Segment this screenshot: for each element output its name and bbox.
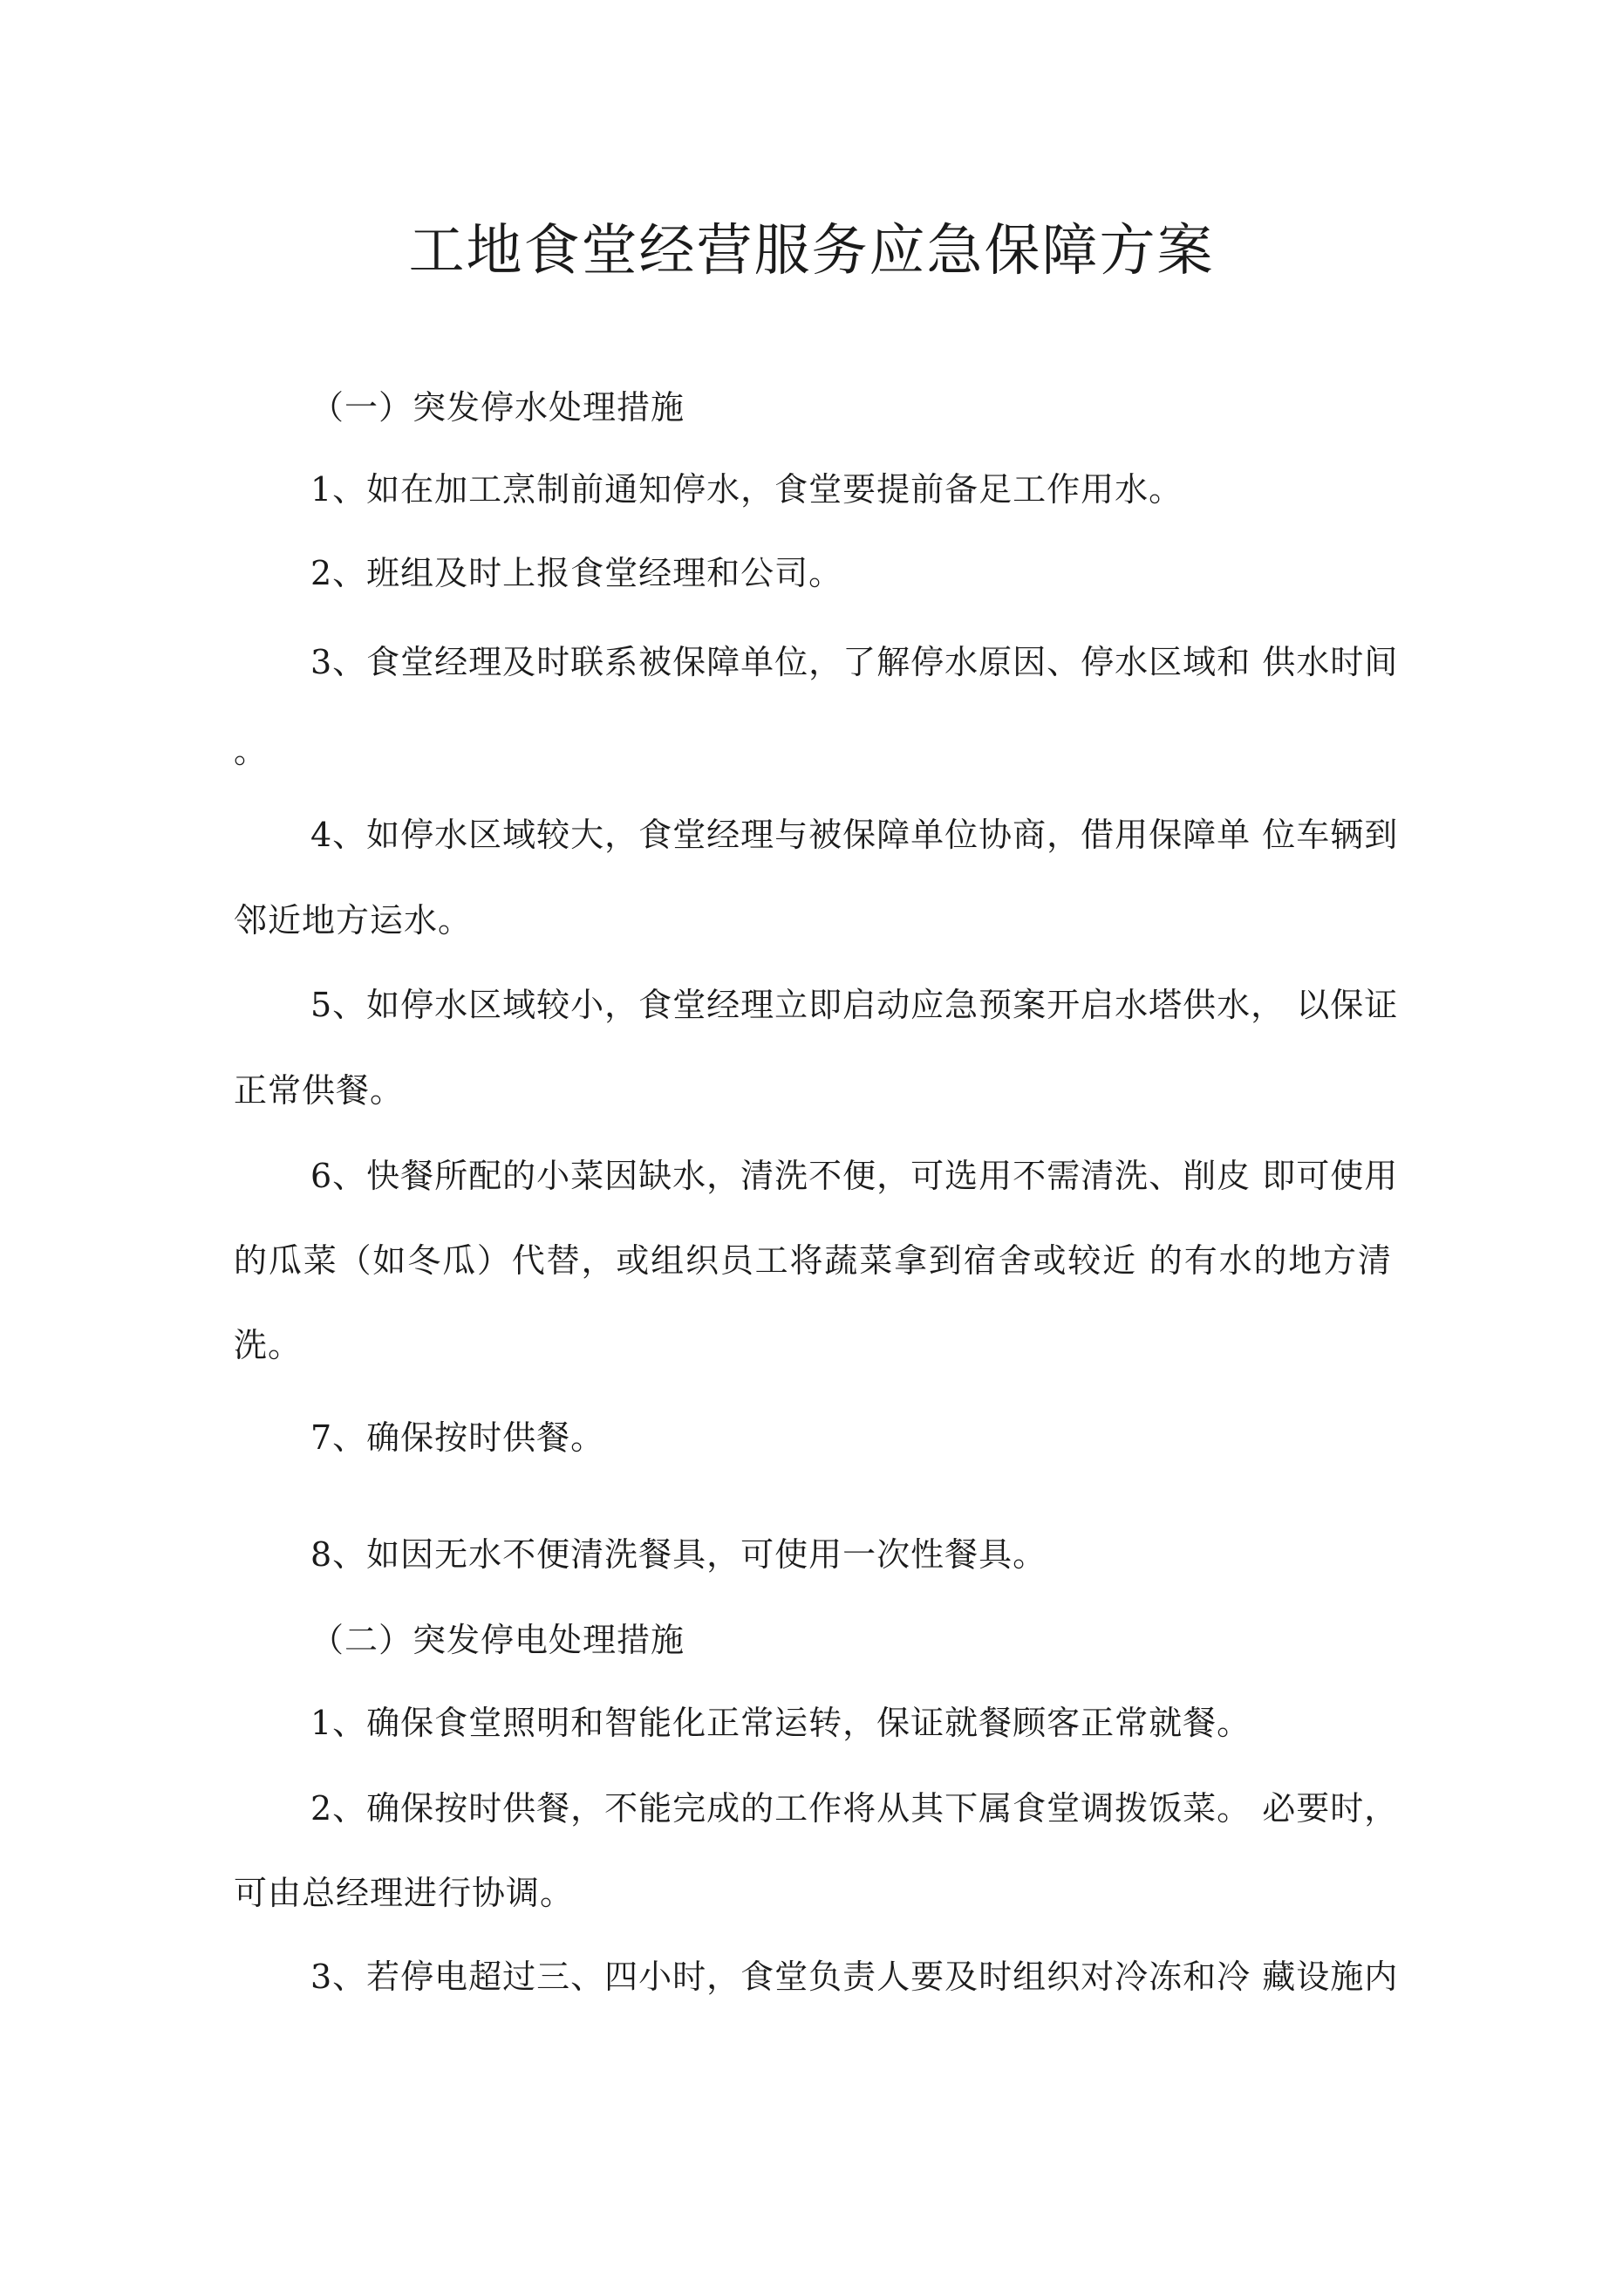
paragraph-line: 2、班组及时上报食堂经理和公司。 [310,554,843,592]
paragraph-line: 1、如在加工烹制前通知停水，食堂要提前备足工作用水。 [310,470,1183,509]
paragraph-line: 4、如停水区域较大，食堂经理与被保障单位协商，借用保障单 位车辆到 [310,816,1399,854]
paragraph-line: 可由总经理进行协调。 [234,1874,575,1912]
paragraph-line: 邻近地方运水。 [234,901,473,940]
paragraph-line: 洗。 [234,1326,303,1364]
section-heading: （一）突发停水处理措施 [310,388,685,427]
paragraph-line: 7、确保按时供餐。 [310,1418,605,1457]
paragraph-line: 8、如因无水不便清洗餐具，可使用一次性餐具。 [310,1535,1047,1574]
paragraph-line: 3、食堂经理及时联系被保障单位，了解停水原因、停水区域和 供水时间 [310,643,1399,681]
paragraph-line: 2、确保按时供餐，不能完成的工作将从其下属食堂调拨饭菜。 必要时， [310,1789,1399,1828]
paragraph-line: 的瓜菜（如冬瓜）代替，或组织员工将蔬菜拿到宿舍或较近 的有水的地方清 [234,1241,1392,1280]
document-title: 工地食堂经营服务应急保障方案 [408,219,1215,284]
section-heading: （二）突发停电处理措施 [310,1621,685,1659]
paragraph-line: 3、若停电超过三、四小时，食堂负责人要及时组织对冷冻和冷 藏设施内 [310,1958,1399,1996]
paragraph-line: 6、快餐所配的小菜因缺水，清洗不便，可选用不需清洗、削皮 即可使用 [310,1157,1399,1195]
paragraph-line: 。 [234,732,269,770]
paragraph-line: 1、确保食堂照明和智能化正常运转，保证就餐顾客正常就餐。 [310,1704,1251,1742]
paragraph-line: 正常供餐。 [234,1071,405,1110]
paragraph-line: 5、如停水区域较小，食堂经理立即启动应急预案开启水塔供水， 以保证 [310,986,1399,1024]
